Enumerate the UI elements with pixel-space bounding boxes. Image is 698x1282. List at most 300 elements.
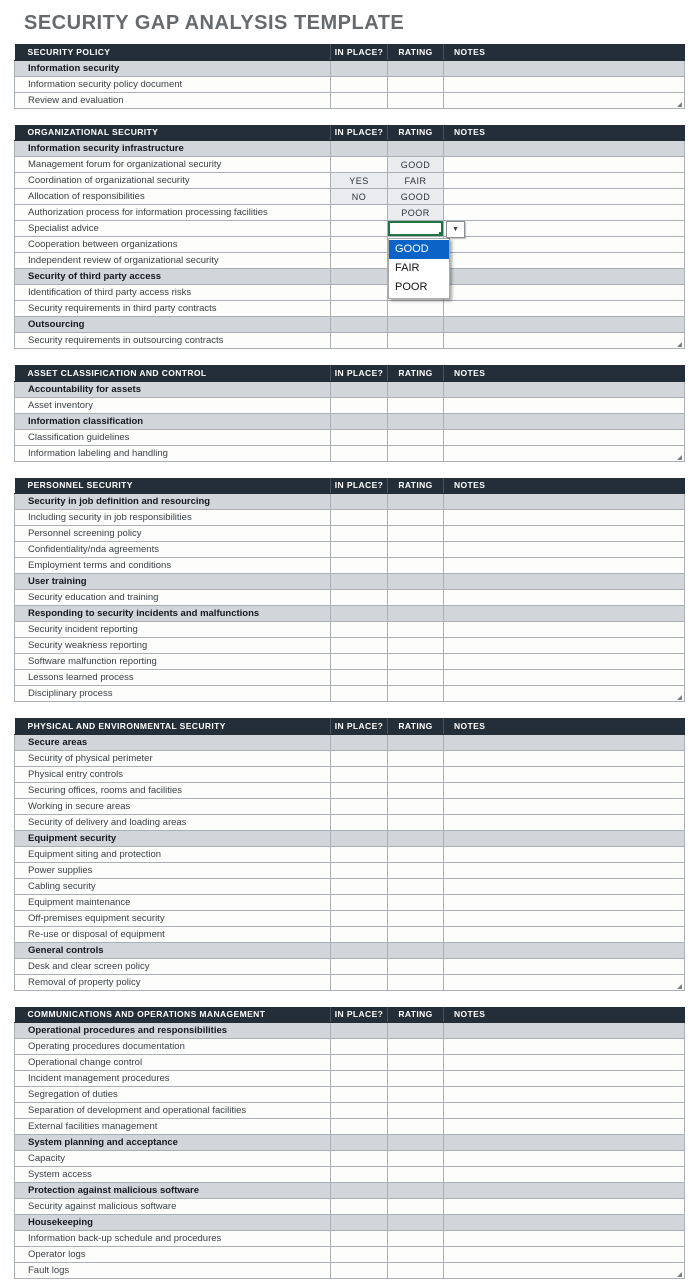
notes-cell[interactable] bbox=[444, 846, 685, 862]
rating-cell[interactable] bbox=[388, 670, 444, 686]
rating-cell[interactable] bbox=[388, 1023, 444, 1039]
subsection-row bbox=[15, 1023, 685, 1039]
row-label-cell[interactable]: Separation of development and operational facilities bbox=[15, 1103, 331, 1119]
in-place-cell[interactable] bbox=[331, 1103, 388, 1119]
row-label-cell[interactable]: Identification of third party access risks bbox=[15, 285, 331, 301]
row-label-cell[interactable]: Coordination of organizational security bbox=[15, 173, 331, 189]
row-label-cell[interactable]: Fault logs bbox=[15, 1263, 331, 1279]
rating-cell[interactable] bbox=[388, 798, 444, 814]
in-place-cell[interactable] bbox=[331, 221, 388, 237]
rating-cell[interactable] bbox=[388, 1199, 444, 1215]
row-label-cell[interactable]: Desk and clear screen policy bbox=[15, 958, 331, 974]
in-place-cell[interactable] bbox=[331, 1247, 388, 1263]
row-label-cell[interactable]: Confidentiality/nda agreements bbox=[15, 542, 331, 558]
row-label-cell[interactable]: Equipment security bbox=[15, 830, 331, 846]
row-label-cell[interactable]: Security education and training bbox=[15, 590, 331, 606]
column-header-notes[interactable]: NOTES bbox=[444, 478, 685, 494]
row-label-cell[interactable]: Information security bbox=[15, 60, 331, 76]
row-label-cell[interactable]: Security requirements in outsourcing contracts bbox=[15, 333, 331, 349]
row-label-cell[interactable]: Security of delivery and loading areas bbox=[15, 814, 331, 830]
row-label-cell[interactable]: Security weakness reporting bbox=[15, 638, 331, 654]
in-place-cell[interactable] bbox=[331, 638, 388, 654]
column-header-in-place[interactable]: IN PLACE? bbox=[331, 125, 388, 141]
notes-cell[interactable] bbox=[444, 381, 685, 397]
notes-cell[interactable] bbox=[444, 397, 685, 413]
in-place-cell[interactable] bbox=[331, 814, 388, 830]
rating-cell[interactable] bbox=[388, 862, 444, 878]
in-place-cell[interactable] bbox=[331, 141, 388, 157]
row-label-cell[interactable]: Independent review of organizational security bbox=[15, 253, 331, 269]
notes-cell[interactable] bbox=[444, 686, 685, 702]
rating-cell[interactable] bbox=[388, 638, 444, 654]
row-label-cell[interactable]: Segregation of duties bbox=[15, 1087, 331, 1103]
notes-cell[interactable] bbox=[444, 1183, 685, 1199]
rating-cell[interactable] bbox=[388, 814, 444, 830]
row-label-cell[interactable]: Software malfunction reporting bbox=[15, 654, 331, 670]
in-place-cell[interactable] bbox=[331, 1071, 388, 1087]
notes-cell[interactable] bbox=[444, 285, 685, 301]
in-place-cell[interactable] bbox=[331, 285, 388, 301]
row-label-cell[interactable]: Security of physical perimeter bbox=[15, 750, 331, 766]
rating-cell[interactable] bbox=[388, 317, 444, 333]
in-place-cell[interactable] bbox=[331, 1199, 388, 1215]
row-label-cell[interactable]: Security in job definition and resourcing bbox=[15, 494, 331, 510]
row-label-cell[interactable]: Specialist advice bbox=[15, 221, 331, 237]
in-place-cell[interactable] bbox=[331, 494, 388, 510]
notes-cell[interactable] bbox=[444, 558, 685, 574]
in-place-cell[interactable]: YES bbox=[331, 173, 388, 189]
in-place-cell[interactable] bbox=[331, 397, 388, 413]
row-label-cell[interactable]: Classification guidelines bbox=[15, 429, 331, 445]
notes-cell[interactable] bbox=[444, 862, 685, 878]
in-place-cell[interactable] bbox=[331, 1167, 388, 1183]
column-header-rating[interactable]: RATING bbox=[388, 44, 444, 60]
notes-cell[interactable] bbox=[444, 221, 685, 237]
row-label-cell[interactable]: Disciplinary process bbox=[15, 686, 331, 702]
column-header-in-place[interactable]: IN PLACE? bbox=[331, 478, 388, 494]
notes-cell[interactable] bbox=[444, 1135, 685, 1151]
column-header-rating[interactable]: RATING bbox=[388, 365, 444, 381]
in-place-cell[interactable] bbox=[331, 1183, 388, 1199]
notes-cell[interactable] bbox=[444, 894, 685, 910]
rating-cell[interactable] bbox=[388, 1055, 444, 1071]
rating-cell[interactable] bbox=[388, 1183, 444, 1199]
row-label-cell[interactable]: Protection against malicious software bbox=[15, 1183, 331, 1199]
row-label-cell[interactable]: Employment terms and conditions bbox=[15, 558, 331, 574]
row-label-cell[interactable]: General controls bbox=[15, 942, 331, 958]
column-header-in-place[interactable]: IN PLACE? bbox=[331, 1007, 388, 1023]
row-label-cell[interactable]: Security requirements in third party contracts bbox=[15, 301, 331, 317]
dropdown-arrow-button[interactable] bbox=[446, 221, 465, 238]
row-label-cell[interactable]: Security against malicious software bbox=[15, 1199, 331, 1215]
notes-cell[interactable] bbox=[444, 1231, 685, 1247]
notes-cell[interactable] bbox=[444, 1055, 685, 1071]
row-label-cell[interactable]: System planning and acceptance bbox=[15, 1135, 331, 1151]
rating-cell[interactable] bbox=[388, 734, 444, 750]
table-resize-handle[interactable] bbox=[677, 1272, 682, 1277]
in-place-cell[interactable] bbox=[331, 894, 388, 910]
in-place-cell[interactable] bbox=[331, 1055, 388, 1071]
notes-cell[interactable] bbox=[444, 878, 685, 894]
rating-cell[interactable] bbox=[388, 574, 444, 590]
notes-cell[interactable] bbox=[444, 622, 685, 638]
in-place-cell[interactable] bbox=[331, 1231, 388, 1247]
notes-cell[interactable] bbox=[444, 1151, 685, 1167]
rating-cell[interactable] bbox=[388, 766, 444, 782]
column-header-notes[interactable]: NOTES bbox=[444, 44, 685, 60]
notes-cell[interactable] bbox=[444, 910, 685, 926]
section-title-header[interactable]: COMMUNICATIONS AND OPERATIONS MANAGEMENT bbox=[15, 1007, 331, 1023]
notes-cell[interactable] bbox=[444, 1023, 685, 1039]
notes-cell[interactable] bbox=[444, 926, 685, 942]
row-label-cell[interactable]: Management forum for organizational security bbox=[15, 157, 331, 173]
in-place-cell[interactable] bbox=[331, 926, 388, 942]
rating-cell[interactable] bbox=[388, 878, 444, 894]
notes-cell[interactable] bbox=[444, 301, 685, 317]
in-place-cell[interactable] bbox=[331, 830, 388, 846]
notes-cell[interactable] bbox=[444, 606, 685, 622]
notes-cell[interactable] bbox=[444, 958, 685, 974]
in-place-cell[interactable] bbox=[331, 526, 388, 542]
rating-cell[interactable]: GOOD bbox=[388, 189, 444, 205]
column-header-rating[interactable]: RATING bbox=[388, 125, 444, 141]
in-place-cell[interactable] bbox=[331, 910, 388, 926]
notes-cell[interactable] bbox=[444, 1039, 685, 1055]
notes-cell[interactable] bbox=[444, 782, 685, 798]
rating-cell[interactable]: POOR bbox=[388, 205, 444, 221]
in-place-cell[interactable] bbox=[331, 205, 388, 221]
row-label-cell[interactable]: Equipment maintenance bbox=[15, 894, 331, 910]
rating-cell[interactable] bbox=[388, 397, 444, 413]
row-label-cell[interactable]: Physical entry controls bbox=[15, 766, 331, 782]
in-place-cell[interactable] bbox=[331, 686, 388, 702]
dropdown-option-poor[interactable]: POOR bbox=[395, 280, 428, 293]
notes-cell[interactable] bbox=[444, 942, 685, 958]
notes-cell[interactable] bbox=[444, 750, 685, 766]
row-label-cell[interactable]: Capacity bbox=[15, 1151, 331, 1167]
in-place-cell[interactable]: NO bbox=[331, 189, 388, 205]
notes-cell[interactable] bbox=[444, 157, 685, 173]
in-place-cell[interactable] bbox=[331, 1119, 388, 1135]
notes-cell[interactable] bbox=[444, 1263, 685, 1279]
rating-cell[interactable] bbox=[388, 60, 444, 76]
row-label-cell[interactable]: Secure areas bbox=[15, 734, 331, 750]
section-title-header[interactable]: SECURITY POLICY bbox=[15, 44, 331, 60]
rating-cell[interactable] bbox=[388, 1215, 444, 1231]
rating-cell[interactable] bbox=[388, 942, 444, 958]
notes-cell[interactable] bbox=[444, 974, 685, 990]
row-label-cell[interactable]: Power supplies bbox=[15, 862, 331, 878]
table-resize-handle[interactable] bbox=[677, 102, 682, 107]
in-place-cell[interactable] bbox=[331, 381, 388, 397]
table-resize-handle[interactable] bbox=[677, 455, 682, 460]
column-header-rating[interactable]: RATING bbox=[388, 478, 444, 494]
row-label-cell[interactable]: Working in secure areas bbox=[15, 798, 331, 814]
in-place-cell[interactable] bbox=[331, 558, 388, 574]
rating-cell[interactable]: FAIR bbox=[388, 173, 444, 189]
in-place-cell[interactable] bbox=[331, 750, 388, 766]
row-label-cell[interactable]: Lessons learned process bbox=[15, 670, 331, 686]
rating-cell[interactable] bbox=[388, 413, 444, 429]
row-label-cell[interactable]: Operating procedures documentation bbox=[15, 1039, 331, 1055]
in-place-cell[interactable] bbox=[331, 542, 388, 558]
notes-cell[interactable] bbox=[444, 317, 685, 333]
column-header-in-place[interactable]: IN PLACE? bbox=[331, 44, 388, 60]
row-label-cell[interactable]: Security incident reporting bbox=[15, 622, 331, 638]
row-label-cell[interactable]: Personnel screening policy bbox=[15, 526, 331, 542]
rating-cell[interactable] bbox=[388, 445, 444, 461]
notes-cell[interactable] bbox=[444, 1071, 685, 1087]
notes-cell[interactable] bbox=[444, 92, 685, 108]
row-label-cell[interactable]: Information classification bbox=[15, 413, 331, 429]
in-place-cell[interactable] bbox=[331, 654, 388, 670]
rating-cell[interactable] bbox=[388, 526, 444, 542]
subsection-row bbox=[15, 269, 685, 285]
notes-cell[interactable] bbox=[444, 654, 685, 670]
notes-cell[interactable] bbox=[444, 830, 685, 846]
in-place-cell[interactable] bbox=[331, 413, 388, 429]
in-place-cell[interactable] bbox=[331, 445, 388, 461]
row-label-cell[interactable]: Equipment siting and protection bbox=[15, 846, 331, 862]
in-place-cell[interactable] bbox=[331, 846, 388, 862]
rating-cell[interactable] bbox=[388, 926, 444, 942]
in-place-cell[interactable] bbox=[331, 974, 388, 990]
in-place-cell[interactable] bbox=[331, 878, 388, 894]
notes-cell[interactable] bbox=[444, 76, 685, 92]
rating-cell[interactable] bbox=[388, 429, 444, 445]
notes-cell[interactable] bbox=[444, 1247, 685, 1263]
in-place-cell[interactable] bbox=[331, 429, 388, 445]
table-row bbox=[15, 301, 685, 317]
row-label-cell[interactable]: Including security in job responsibilities bbox=[15, 510, 331, 526]
rating-cell[interactable] bbox=[388, 686, 444, 702]
in-place-cell[interactable] bbox=[331, 317, 388, 333]
rating-cell[interactable] bbox=[388, 1231, 444, 1247]
row-label-cell[interactable]: Review and evaluation bbox=[15, 92, 331, 108]
rating-cell[interactable] bbox=[388, 654, 444, 670]
row-label-cell[interactable]: External facilities management bbox=[15, 1119, 331, 1135]
row-label-cell[interactable]: Incident management procedures bbox=[15, 1071, 331, 1087]
rating-cell[interactable] bbox=[388, 1071, 444, 1087]
notes-cell[interactable] bbox=[444, 205, 685, 221]
table-resize-handle[interactable] bbox=[677, 695, 682, 700]
in-place-cell[interactable] bbox=[331, 622, 388, 638]
notes-cell[interactable] bbox=[444, 766, 685, 782]
section-title-header[interactable]: ORGANIZATIONAL SECURITY bbox=[15, 125, 331, 141]
notes-cell[interactable] bbox=[444, 253, 685, 269]
rating-cell[interactable] bbox=[388, 894, 444, 910]
notes-cell[interactable] bbox=[444, 574, 685, 590]
notes-cell[interactable] bbox=[444, 814, 685, 830]
row-label-cell[interactable]: Cooperation between organizations bbox=[15, 237, 331, 253]
section-title-header[interactable]: PERSONNEL SECURITY bbox=[15, 478, 331, 494]
rating-cell[interactable] bbox=[388, 1103, 444, 1119]
in-place-cell[interactable] bbox=[331, 782, 388, 798]
in-place-cell[interactable] bbox=[331, 606, 388, 622]
table-resize-handle[interactable] bbox=[677, 342, 682, 347]
rating-cell[interactable] bbox=[388, 590, 444, 606]
table-resize-handle[interactable] bbox=[677, 984, 682, 989]
row-label-cell[interactable]: Operational procedures and responsibilities bbox=[15, 1023, 331, 1039]
table-row bbox=[15, 429, 685, 445]
column-header-notes[interactable]: NOTES bbox=[444, 1007, 685, 1023]
notes-cell[interactable] bbox=[444, 269, 685, 285]
row-label-cell[interactable]: Information labeling and handling bbox=[15, 445, 331, 461]
rating-cell[interactable] bbox=[388, 622, 444, 638]
in-place-cell[interactable] bbox=[331, 237, 388, 253]
in-place-cell[interactable] bbox=[331, 1087, 388, 1103]
notes-cell[interactable] bbox=[444, 1087, 685, 1103]
rating-cell[interactable] bbox=[388, 606, 444, 622]
notes-cell[interactable] bbox=[444, 494, 685, 510]
notes-cell[interactable] bbox=[444, 734, 685, 750]
row-label-cell[interactable]: Outsourcing bbox=[15, 317, 331, 333]
in-place-cell[interactable] bbox=[331, 253, 388, 269]
in-place-cell[interactable] bbox=[331, 1135, 388, 1151]
in-place-cell[interactable] bbox=[331, 590, 388, 606]
notes-cell[interactable] bbox=[444, 638, 685, 654]
in-place-cell[interactable] bbox=[331, 958, 388, 974]
notes-cell[interactable] bbox=[444, 1119, 685, 1135]
rating-cell[interactable] bbox=[388, 1247, 444, 1263]
notes-cell[interactable] bbox=[444, 1199, 685, 1215]
rating-cell[interactable] bbox=[388, 1119, 444, 1135]
rating-cell[interactable] bbox=[388, 558, 444, 574]
notes-cell[interactable] bbox=[444, 542, 685, 558]
notes-cell[interactable] bbox=[444, 590, 685, 606]
table-row bbox=[15, 878, 685, 894]
rating-cell[interactable] bbox=[388, 830, 444, 846]
table-row bbox=[15, 173, 685, 189]
row-label-cell[interactable]: Security of third party access bbox=[15, 269, 331, 285]
rating-cell[interactable] bbox=[388, 846, 444, 862]
rating-cell[interactable] bbox=[388, 1039, 444, 1055]
notes-cell[interactable] bbox=[444, 526, 685, 542]
row-label-cell[interactable]: Information back-up schedule and procedures bbox=[15, 1231, 331, 1247]
in-place-cell[interactable] bbox=[331, 1151, 388, 1167]
in-place-cell[interactable] bbox=[331, 942, 388, 958]
row-label-cell[interactable]: System access bbox=[15, 1167, 331, 1183]
row-label-cell[interactable]: Asset inventory bbox=[15, 397, 331, 413]
in-place-cell[interactable] bbox=[331, 157, 388, 173]
rating-cell[interactable] bbox=[388, 510, 444, 526]
row-label-cell[interactable]: User training bbox=[15, 574, 331, 590]
rating-cell[interactable] bbox=[388, 958, 444, 974]
rating-cell[interactable] bbox=[388, 494, 444, 510]
section-title-header[interactable]: ASSET CLASSIFICATION AND CONTROL bbox=[15, 365, 331, 381]
notes-cell[interactable] bbox=[444, 1167, 685, 1183]
in-place-cell[interactable] bbox=[331, 1263, 388, 1279]
notes-cell[interactable] bbox=[444, 173, 685, 189]
rating-cell[interactable] bbox=[388, 76, 444, 92]
notes-cell[interactable] bbox=[444, 670, 685, 686]
notes-cell[interactable] bbox=[444, 413, 685, 429]
row-label-cell[interactable]: Authorization process for information processing facilities bbox=[15, 205, 331, 221]
column-header-notes[interactable]: NOTES bbox=[444, 718, 685, 734]
row-label-cell[interactable]: Removal of property policy bbox=[15, 974, 331, 990]
row-label-cell[interactable]: Responding to security incidents and malfunctions bbox=[15, 606, 331, 622]
notes-cell[interactable] bbox=[444, 1103, 685, 1119]
row-label-cell[interactable]: Information security infrastructure bbox=[15, 141, 331, 157]
row-label-cell[interactable]: Accountability for assets bbox=[15, 381, 331, 397]
dropdown-option-fair[interactable]: FAIR bbox=[395, 261, 420, 274]
section-title-header[interactable]: PHYSICAL AND ENVIRONMENTAL SECURITY bbox=[15, 718, 331, 734]
column-header-in-place[interactable]: IN PLACE? bbox=[331, 718, 388, 734]
in-place-cell[interactable] bbox=[331, 670, 388, 686]
rating-cell-selected[interactable] bbox=[388, 221, 444, 237]
column-header-rating[interactable]: RATING bbox=[388, 718, 444, 734]
rating-cell[interactable] bbox=[388, 381, 444, 397]
in-place-cell[interactable] bbox=[331, 510, 388, 526]
notes-cell[interactable] bbox=[444, 333, 685, 349]
notes-cell[interactable] bbox=[444, 798, 685, 814]
row-label-cell[interactable]: Operational change control bbox=[15, 1055, 331, 1071]
in-place-cell[interactable] bbox=[331, 1215, 388, 1231]
rating-cell[interactable] bbox=[388, 782, 444, 798]
rating-cell[interactable] bbox=[388, 974, 444, 990]
notes-cell[interactable] bbox=[444, 189, 685, 205]
notes-cell[interactable] bbox=[444, 1215, 685, 1231]
rating-cell[interactable] bbox=[388, 1087, 444, 1103]
notes-cell[interactable] bbox=[444, 60, 685, 76]
rating-cell[interactable] bbox=[388, 92, 444, 108]
in-place-cell[interactable] bbox=[331, 92, 388, 108]
column-header-notes[interactable]: NOTES bbox=[444, 365, 685, 381]
in-place-cell[interactable] bbox=[331, 798, 388, 814]
in-place-cell[interactable] bbox=[331, 862, 388, 878]
column-header-notes[interactable]: NOTES bbox=[444, 125, 685, 141]
in-place-cell[interactable] bbox=[331, 1023, 388, 1039]
row-label-cell[interactable]: Allocation of responsibilities bbox=[15, 189, 331, 205]
rating-cell[interactable] bbox=[388, 542, 444, 558]
rating-cell[interactable] bbox=[388, 333, 444, 349]
rating-cell[interactable] bbox=[388, 750, 444, 766]
notes-cell[interactable] bbox=[444, 237, 685, 253]
row-label-cell[interactable]: Information security policy document bbox=[15, 76, 331, 92]
notes-cell[interactable] bbox=[444, 510, 685, 526]
row-label-cell[interactable]: Cabling security bbox=[15, 878, 331, 894]
in-place-cell[interactable] bbox=[331, 766, 388, 782]
rating-cell[interactable] bbox=[388, 141, 444, 157]
in-place-cell[interactable] bbox=[331, 574, 388, 590]
row-label-cell[interactable]: Operator logs bbox=[15, 1247, 331, 1263]
in-place-cell[interactable] bbox=[331, 301, 388, 317]
row-label-cell[interactable]: Off-premises equipment security bbox=[15, 910, 331, 926]
in-place-cell[interactable] bbox=[331, 76, 388, 92]
notes-cell[interactable] bbox=[444, 429, 685, 445]
in-place-cell[interactable] bbox=[331, 333, 388, 349]
rating-cell[interactable] bbox=[388, 301, 444, 317]
rating-cell[interactable]: GOOD bbox=[388, 157, 444, 173]
row-label-cell[interactable]: Securing offices, rooms and facilities bbox=[15, 782, 331, 798]
dropdown-option-good[interactable]: GOOD bbox=[389, 240, 449, 259]
in-place-cell[interactable] bbox=[331, 60, 388, 76]
row-label-cell[interactable]: Re-use or disposal of equipment bbox=[15, 926, 331, 942]
rating-cell[interactable] bbox=[388, 1135, 444, 1151]
rating-cell[interactable] bbox=[388, 1167, 444, 1183]
rating-cell[interactable] bbox=[388, 910, 444, 926]
column-header-rating[interactable]: RATING bbox=[388, 1007, 444, 1023]
notes-cell[interactable] bbox=[444, 445, 685, 461]
row-label-cell[interactable]: Housekeeping bbox=[15, 1215, 331, 1231]
in-place-cell[interactable] bbox=[331, 1039, 388, 1055]
notes-cell[interactable] bbox=[444, 141, 685, 157]
in-place-cell[interactable] bbox=[331, 734, 388, 750]
rating-cell[interactable] bbox=[388, 1263, 444, 1279]
in-place-cell[interactable] bbox=[331, 269, 388, 285]
rating-cell[interactable] bbox=[388, 1151, 444, 1167]
column-header-in-place[interactable]: IN PLACE? bbox=[331, 365, 388, 381]
